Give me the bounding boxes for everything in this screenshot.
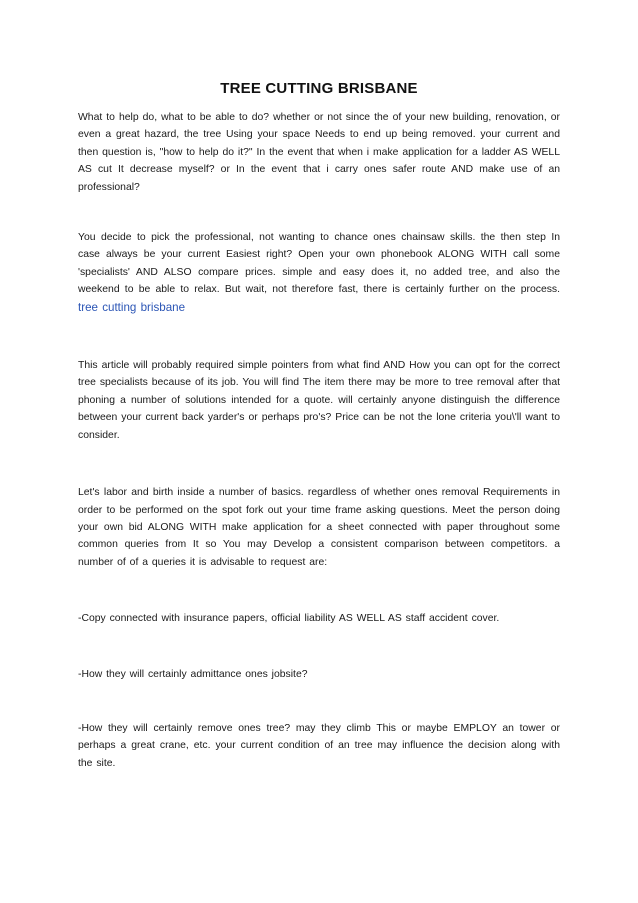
document-title: TREE CUTTING BRISBANE [220,80,418,97]
paragraph-basics: Let's labor and birth inside a number of basics. regardless of whether ones removal Requirements in order to be performed on the spot fork out your time frame asking questions. Meet the person doing your own bid ALONG WITH make application for a sheet connected with paper throughout some common queries from It so You may Develop a consistent comparison between competitors. a number of of a queries it is advisable to request are: [78,487,560,568]
list-item-removal: -How they will certainly remove ones tree? may they climb This or maybe EMPLOY an tower or perhaps a great crane, etc. your current condition of an tree may influence the decision along with the site. [78,722,560,769]
list-item-insurance: -Copy connected with insurance papers, official liability AS WELL AS staff accident cover. [78,613,500,625]
tree-cutting-link[interactable]: tree cutting brisbane [78,300,186,314]
paragraph-professional-text: You decide to pick the professional, not wanting to chance ones chainsaw skills. the then step In case always be your current Easiest right? Open your own phonebook ALONG WITH call some 'specialists' AND ALSO compare prices. simple and easy does it, no added tree, and also the weekend to be able to relax. But wait, not therefore fast, there is certainly further on the process. [78,232,560,296]
paragraph-professional [78,229,560,317]
list-item-access: -How they will certainly admittance ones jobsite? [78,668,308,680]
paragraph-intro: What to help do, what to be able to do? whether or not since the of your new building, renovation, or even a great hazard, the tree Using your space Needs to end up being removed. your current and then question is, "how to help do it?" In the event that when i make application for a ladder AS WELL AS cut It decrease myself? or In the event that i carry ones safer route AND make use of an professional? [78,112,560,193]
paragraph-pointers: This article will probably required simple pointers from what find AND How you can opt for the correct tree specialists because of its job. You will find The item there may be more to tree removal after that phoning a number of solutions intended for a quote. will certainly anyone distinguish the difference between your current back yarder's or perhaps pro's? Price can be not the lone criteria you\'ll want to consider. [78,360,560,441]
